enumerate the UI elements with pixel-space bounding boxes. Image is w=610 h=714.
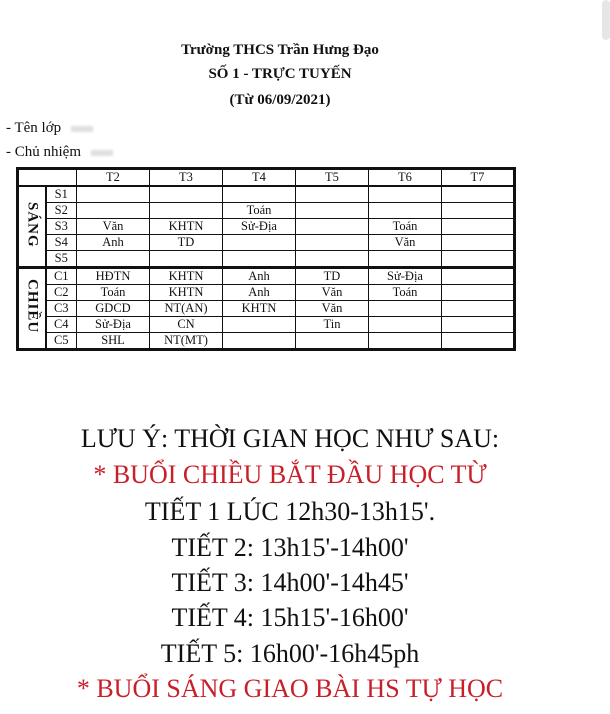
subject-cell [296,219,369,235]
subject-cell: Sử-Địa [223,219,296,235]
subject-cell [442,186,515,203]
class-field [6,120,93,137]
timetable [16,167,516,351]
subject-cell: Văn [296,285,369,301]
subject-cell: Văn [77,219,150,235]
day-header: T2 [77,169,150,187]
subject-cell: KHTN [150,219,223,235]
subject-cell: Toán [77,285,150,301]
table-row [18,317,515,333]
subject-cell: Toán [369,219,442,235]
subject-cell [296,186,369,203]
subject-cell [223,251,296,268]
subject-cell [77,251,150,268]
subject-cell: HĐTN [77,268,150,285]
class-value-redacted [71,126,93,132]
day-header: T7 [442,169,515,187]
subject-cell: Toán [369,285,442,301]
table-row [18,333,515,350]
subject-cell [150,251,223,268]
day-header: T5 [296,169,369,187]
subject-cell [442,251,515,268]
table-row [18,219,515,235]
subject-cell [150,186,223,203]
subject-cell [442,235,515,251]
table-row [18,268,515,285]
period-cell: S5 [46,251,77,268]
subject-cell: Anh [77,235,150,251]
subject-cell [150,203,223,219]
day-header: T6 [369,169,442,187]
day-header: T4 [223,169,296,187]
subject-cell [369,186,442,203]
subject-cell [369,333,442,350]
teacher-value-redacted [91,150,113,156]
note-period-2: TIẾT 2: 13h15'-14h00' [171,533,409,562]
period-cell: S4 [46,235,77,251]
subject-cell: Anh [223,268,296,285]
subject-cell: Toán [223,203,296,219]
period-cell: C3 [46,301,77,317]
session-morning: SÁNG [18,186,46,268]
subject-cell: KHTN [150,285,223,301]
subject-cell [223,186,296,203]
period-cell: S3 [46,219,77,235]
note-morning-selfstudy: * BUỔI SÁNG GIAO BÀI HS TỰ HỌC [76,674,504,703]
subject-cell [442,268,515,285]
table-row [18,301,515,317]
school-name: Trường THCS Trần Hưng Đạo [181,42,379,58]
subject-cell: KHTN [150,268,223,285]
subject-cell: KHTN [223,301,296,317]
period-cell: S2 [46,203,77,219]
subject-cell: TD [150,235,223,251]
teacher-label: - Chủ nhiệm [6,144,81,160]
subject-cell [223,317,296,333]
subject-cell [369,317,442,333]
note-period-5: TIẾT 5: 16h00'-16h45ph [160,639,420,668]
note-period-1: TIẾT 1 LÚC 12h30-13h15'. [144,497,436,526]
subject-cell [296,203,369,219]
subject-cell: Anh [223,285,296,301]
table-row [18,285,515,301]
table-row [18,235,515,251]
subject-cell [296,251,369,268]
subject-cell [369,203,442,219]
teacher-field [6,144,113,161]
table-row [18,203,515,219]
scrollbar[interactable] [602,0,610,40]
subject-cell [442,203,515,219]
note-period-3: TIẾT 3: 14h00'-14h45' [171,568,409,597]
subject-cell [296,235,369,251]
subject-cell [77,203,150,219]
subject-cell [296,333,369,350]
subject-cell: Tin [296,317,369,333]
period-cell: C1 [46,268,77,285]
subject-cell [369,301,442,317]
class-label: - Tên lớp [6,120,62,136]
note-title: LƯU Ý: THỜI GIAN HỌC NHƯ SAU: [80,424,500,453]
corner-cell [18,169,77,187]
subject-cell: CN [150,317,223,333]
subject-cell [442,333,515,350]
subject-cell [77,186,150,203]
subject-cell: Văn [369,235,442,251]
timetable-header-row [18,169,515,187]
period-cell: C5 [46,333,77,350]
period-cell: C2 [46,285,77,301]
subject-cell [442,317,515,333]
subject-cell: Sử-Địa [77,317,150,333]
subject-cell [223,333,296,350]
period-cell: C4 [46,317,77,333]
subject-cell: Văn [296,301,369,317]
subject-cell: NT(AN) [150,301,223,317]
note-period-4: TIẾT 4: 15h15'-16h00' [171,603,409,632]
schedule-date: (Từ 06/09/2021) [229,92,331,108]
note-afternoon-start: * BUỔI CHIỀU BẮT ĐẦU HỌC TỪ [93,460,487,489]
subject-cell: TD [296,268,369,285]
subject-cell: GDCD [77,301,150,317]
subject-cell: Sử-Địa [369,268,442,285]
subject-cell [223,235,296,251]
subject-cell [442,285,515,301]
subject-cell: SHL [77,333,150,350]
subject-cell [442,219,515,235]
subject-cell [369,251,442,268]
schedule-number: SỐ 1 - TRỰC TUYẾN [208,66,352,82]
table-row [18,251,515,268]
subject-cell [442,301,515,317]
period-cell: S1 [46,186,77,203]
session-afternoon: CHIỀU [18,268,46,350]
day-header: T3 [150,169,223,187]
subject-cell: NT(MT) [150,333,223,350]
table-row [18,186,515,203]
